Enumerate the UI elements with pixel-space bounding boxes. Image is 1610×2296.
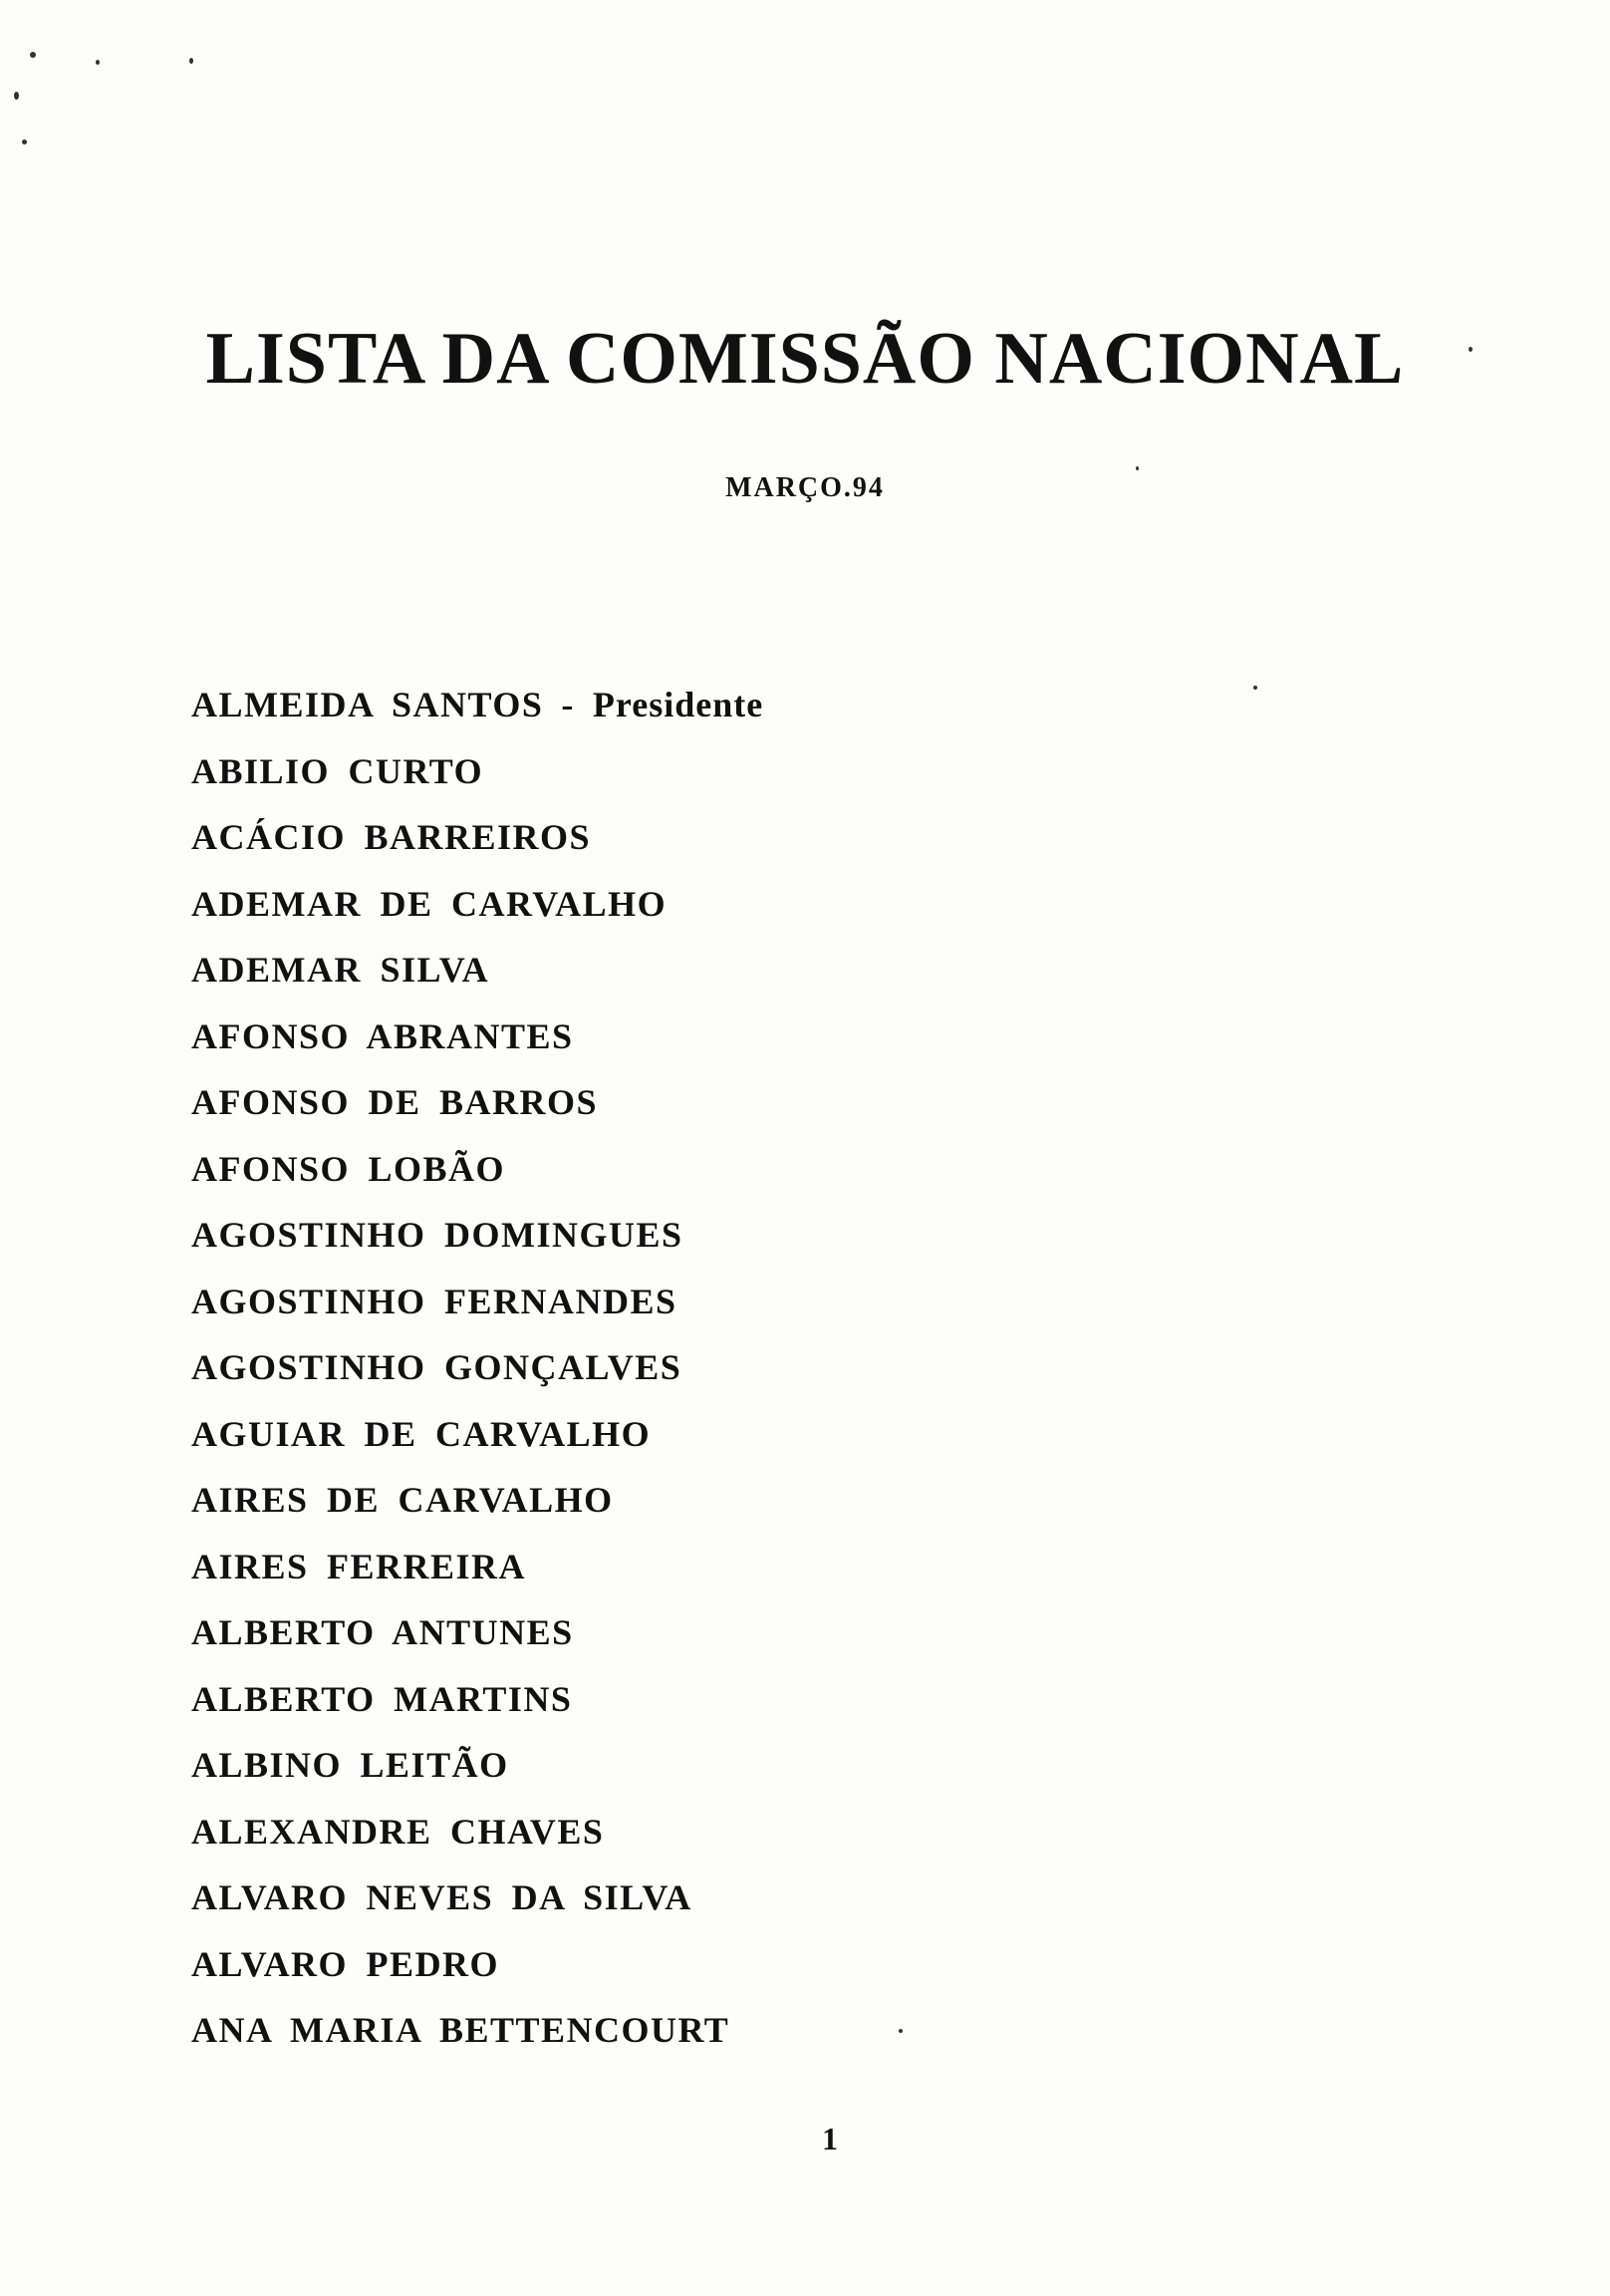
page-number: 1 [822, 2121, 838, 2156]
member-name: AFONSO LOBÃO [191, 1148, 506, 1189]
list-item [191, 1150, 763, 1217]
list-item [191, 1548, 763, 1614]
list-item [191, 1083, 763, 1150]
member-name: AGUIAR DE CARVALHO [191, 1413, 652, 1454]
list-item [191, 1613, 763, 1680]
list-item [191, 885, 763, 952]
scan-speck [22, 140, 27, 144]
member-name: ALBINO LEITÃO [191, 1745, 509, 1785]
member-name: AIRES FERREIRA [191, 1546, 527, 1586]
member-name: ALEXANDRE CHAVES [191, 1811, 605, 1852]
list-item [191, 1481, 763, 1548]
member-name: ALBERTO MARTINS [191, 1678, 573, 1719]
scan-speck [899, 2029, 903, 2033]
member-separator: - [561, 685, 575, 724]
list-item [191, 1945, 763, 2012]
member-name: AGOSTINHO DOMINGUES [191, 1215, 683, 1255]
member-name: ABILIO CURTO [191, 750, 484, 791]
member-name: ADEMAR DE CARVALHO [191, 883, 668, 924]
list-item [191, 1746, 763, 1813]
list-item [191, 2011, 763, 2078]
scan-speck [14, 92, 19, 100]
list-item [191, 951, 763, 1017]
member-name: AFONSO DE BARROS [191, 1082, 599, 1122]
list-item [191, 1415, 763, 1482]
member-name: ALVARO PEDRO [191, 1943, 500, 1984]
page-title: LISTA DA COMISSÃO NACIONAL [205, 318, 1405, 400]
member-list [191, 686, 763, 2078]
list-item [191, 686, 763, 752]
member-name: ACÁCIO BARREIROS [191, 817, 592, 857]
scan-speck [1136, 466, 1139, 470]
member-role: Presidente [592, 685, 764, 724]
scan-speck [1253, 686, 1257, 690]
member-name: AGOSTINHO GONÇALVES [191, 1347, 682, 1387]
member-name: ANA MARIA BETTENCOURT [191, 2010, 730, 2050]
member-name: AFONSO ABRANTES [191, 1015, 574, 1056]
list-item [191, 1878, 763, 1945]
member-name: ALMEIDA SANTOS [191, 685, 544, 724]
list-item [191, 1017, 763, 1084]
member-name: AIRES DE CARVALHO [191, 1480, 614, 1520]
list-item [191, 752, 763, 819]
scan-speck [30, 52, 36, 58]
member-name: ALBERTO ANTUNES [191, 1612, 574, 1652]
list-item [191, 818, 763, 885]
list-item [191, 1680, 763, 1747]
list-item [191, 1216, 763, 1283]
member-name: AGOSTINHO FERNANDES [191, 1281, 677, 1321]
member-name: ALVARO NEVES DA SILVA [191, 1877, 692, 1917]
list-item [191, 1813, 763, 1879]
list-item [191, 1283, 763, 1349]
scan-speck [96, 60, 100, 65]
member-name: ADEMAR SILVA [191, 950, 490, 990]
document-date: MARÇO.94 [725, 472, 885, 503]
scan-speck [189, 58, 193, 64]
list-item [191, 1348, 763, 1415]
